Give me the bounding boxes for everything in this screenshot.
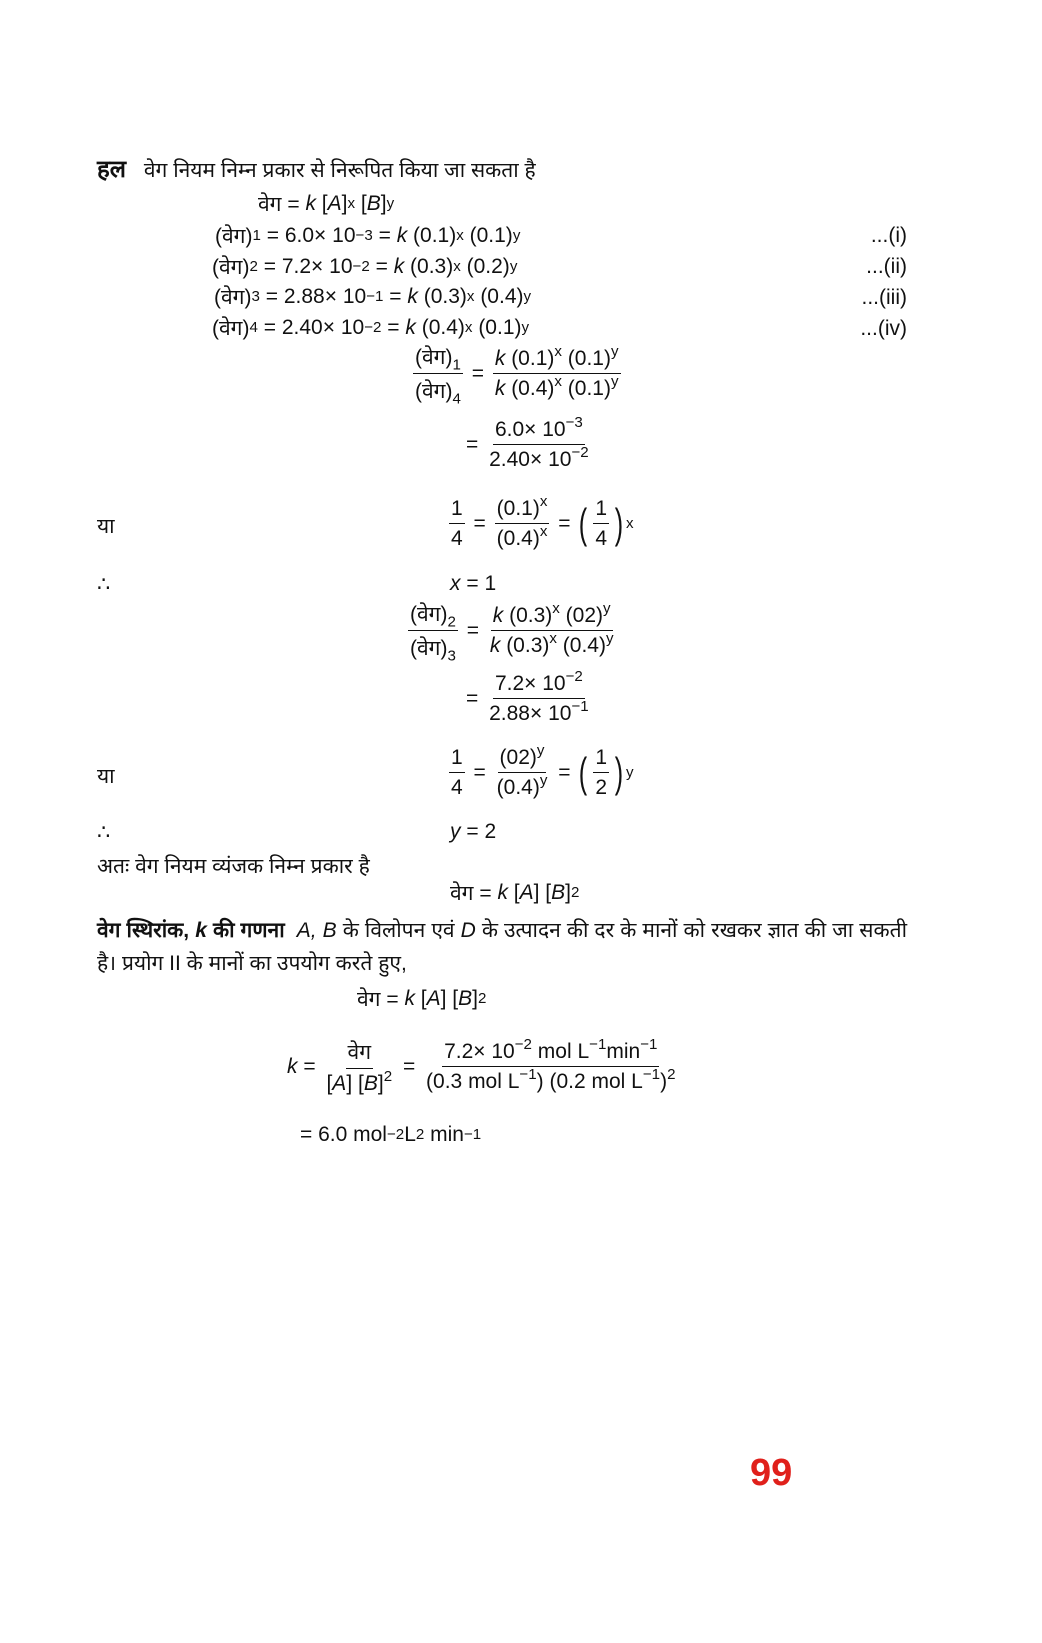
math-text: (0.3) [503, 604, 553, 627]
math-text: = 2.88× 10 [259, 285, 367, 308]
equation-label-iii: ...(iii) [861, 286, 907, 309]
math-text: k [396, 224, 408, 247]
denominator [449, 773, 465, 800]
math-text: = 2.40× 10 [257, 316, 365, 339]
k-calculation [287, 1035, 681, 1096]
superscript: y [610, 372, 619, 390]
math-text: k [405, 316, 416, 339]
math-text: mol L [531, 1040, 590, 1063]
math-text [285, 919, 297, 942]
fraction [324, 1038, 394, 1096]
page-number: 99 [750, 1452, 793, 1494]
math-text: के विलोपन एवं [336, 919, 461, 942]
superscript: y [603, 599, 611, 617]
math-text: = 6.0 mol [300, 1123, 387, 1146]
math-text: (वेग) [212, 317, 250, 340]
ratio-1-4 [410, 342, 624, 408]
solution-intro: वेग नियम निम्न प्रकार से निरूपित किया जा सकता है [143, 159, 536, 182]
math-text: की गणना [206, 919, 285, 942]
math-text: ) [614, 500, 624, 547]
superscript: −3 [565, 413, 583, 431]
math-text: D [460, 919, 476, 942]
math-text: k [305, 192, 316, 215]
superscript: 2 [667, 1065, 676, 1083]
superscript: −1 [519, 1065, 537, 1083]
math-text: 1 [595, 497, 608, 520]
fraction [487, 413, 591, 472]
math-text: (0.4) [496, 527, 540, 550]
math-text: B [458, 987, 473, 1010]
math-text: वेग [347, 1041, 372, 1064]
math-text: ) [614, 749, 624, 796]
math-text: ] [ [346, 1072, 364, 1095]
math-text: L [404, 1123, 416, 1146]
rate-equation-2: (वेग) 2 = 7.2× 10 −2 = k (0.3) x (0.2) y [212, 255, 518, 279]
superscript: −1 [571, 697, 589, 715]
math-text: k [492, 604, 504, 627]
rate-equation-4: (वेग) 4 = 2.40× 10 −2 = k (0.4) x (0.1) y [212, 316, 530, 340]
denominator [449, 524, 465, 551]
math-text: A, B [296, 919, 337, 942]
math-text: (वेग) [212, 256, 250, 279]
math-text: वेग स्थिरांक, [97, 919, 196, 942]
math-text: k [494, 377, 506, 400]
superscript: −1 [589, 1035, 607, 1053]
math-text: ] [ [533, 881, 552, 904]
denominator [495, 524, 550, 551]
math-text: = [372, 224, 397, 247]
y-value [450, 820, 496, 844]
subscript: 4 [452, 390, 461, 408]
math-text: (वेग) [415, 346, 453, 369]
superscript: −2 [514, 1035, 532, 1053]
math-text: (0.2) [460, 255, 510, 278]
ratio-2-3 [405, 599, 619, 665]
math-text: min [424, 1123, 464, 1146]
math-text: ] [ [440, 987, 459, 1010]
math-text: ] [341, 192, 348, 215]
numerator [491, 599, 613, 631]
math-text: k [489, 634, 501, 657]
math-text: = [466, 687, 485, 710]
superscript: −2 [565, 667, 583, 685]
math-text: (0.1) [463, 224, 513, 247]
hence-text: अतः वेग नियम व्यंजक निम्न प्रकार है [97, 855, 370, 878]
math-text: = [383, 285, 408, 308]
ratio-2-3-values [466, 667, 594, 726]
math-text: 4 [595, 527, 608, 550]
math-text: (0.1) [561, 377, 611, 400]
denominator [593, 524, 609, 551]
math-text: = [466, 433, 485, 456]
math-text: ( [579, 500, 588, 547]
denominator [488, 631, 616, 658]
numerator [493, 667, 585, 699]
numerator [408, 600, 458, 631]
math-text: (0.3) [417, 285, 467, 308]
superscript: −2 [571, 443, 589, 461]
numerator [449, 497, 465, 524]
math-text: 1 [451, 497, 463, 520]
superscript: x [539, 522, 548, 540]
superscript: x [549, 629, 557, 647]
math-text: k [404, 987, 415, 1010]
superscript: −1 [642, 1065, 661, 1083]
math-text: A [332, 1072, 347, 1095]
math-text: B [363, 1072, 378, 1095]
fraction [487, 667, 591, 726]
math-text: ] [472, 987, 479, 1010]
math-text: ] [377, 1072, 384, 1095]
math-text: ( [579, 749, 588, 796]
math-text: (0.3) [500, 634, 550, 657]
superscript: 2 [383, 1067, 393, 1085]
fraction [488, 599, 616, 658]
denominator [424, 1067, 677, 1094]
math-text: (वेग) [410, 637, 448, 660]
math-text: 2.88× 10 [489, 702, 572, 725]
fraction [493, 342, 621, 401]
numerator [346, 1038, 374, 1069]
denominator [593, 773, 609, 800]
math-text: = [467, 761, 492, 784]
math-text: A [426, 987, 441, 1010]
math-text: (वेग) [415, 380, 453, 403]
math-text: 2 [595, 776, 608, 799]
math-text: (0.1) [496, 497, 540, 520]
numerator [495, 492, 550, 524]
equation-label-iv: ...(iv) [860, 317, 907, 340]
math-text: वेग = [258, 193, 306, 216]
x-value [450, 572, 496, 596]
math-text: (0.1) [505, 347, 555, 370]
rate-constant-paragraph [97, 914, 913, 980]
math-text: [ [315, 192, 328, 215]
math-text: 6.0× 10 [494, 418, 566, 441]
math-text: = [467, 512, 492, 535]
denominator [493, 374, 621, 401]
fraction [449, 497, 465, 551]
denominator [495, 773, 550, 800]
math-text: (0.4) [474, 285, 524, 308]
math-text: = [552, 512, 577, 535]
math-text: A [519, 881, 534, 904]
subscript: 2 [447, 613, 456, 631]
subscript: 3 [447, 647, 456, 665]
solve-x: $\frac{1}{4}$ = $\frac{(0.1)^x}{(0.4)^x}$ = ( $\frac{1}{4}$ ) x [451, 492, 634, 550]
math-text: [ [326, 1072, 333, 1095]
math-text: (0.1) [407, 224, 457, 247]
denominator [408, 631, 458, 665]
connector-ya-2: या [97, 765, 115, 788]
math-text: 1 [595, 746, 608, 769]
superscript: y [605, 629, 614, 647]
ratio-1-4-values [466, 413, 594, 472]
fraction [408, 600, 458, 665]
math-text: वेग = [450, 882, 498, 905]
solve-y: $\frac{1}{4}$ = $\frac{(02)^y}{(0.4)^y}$ = ( $\frac{1}{2}$ ) y [451, 741, 634, 799]
math-text: (0.1) [472, 316, 522, 339]
math-text: B [551, 881, 566, 904]
math-text: (02) [559, 604, 604, 627]
math-text: [ [507, 881, 520, 904]
math-text: k [393, 255, 405, 278]
math-text: = [381, 316, 406, 339]
math-text: k [497, 881, 508, 904]
superscript: x [552, 599, 560, 617]
subscript: 1 [452, 356, 461, 374]
math-text: के उत्पादन की दर के मानों को रखकर ज्ञात की जा सकती है। प्रयोग II के मानों का उपयोग करते हुए, [97, 919, 913, 975]
rate-law-final: वेग = k [ A ] [ B ] 2 [450, 881, 580, 905]
math-text: ] [380, 192, 387, 215]
rate-equation-1: (वेग) 1 = 6.0× 10 −3 = k (0.1) x (0.1) y [215, 224, 521, 248]
denominator [324, 1069, 394, 1096]
math-text: min [606, 1040, 641, 1063]
math-text: = [369, 255, 394, 278]
math-text: y [450, 820, 461, 843]
math-text: k [407, 285, 418, 308]
rate-equation-3: (वेग) 3 = 2.88× 10 −1 = k (0.3) x (0.4) y [214, 285, 532, 309]
math-text: = [552, 761, 577, 784]
superscript: y [539, 771, 548, 789]
math-text: 2.40× 10 [489, 448, 572, 471]
denominator [413, 374, 463, 408]
math-text: = [297, 1055, 322, 1078]
math-text: = [465, 362, 490, 385]
math-text: 4 [451, 527, 463, 550]
fraction [593, 497, 609, 551]
superscript: y [610, 342, 619, 360]
math-text: = 6.0× 10 [260, 224, 356, 247]
math-text: ) (0.2 mol L [536, 1070, 643, 1093]
superscript: y [536, 741, 545, 759]
numerator [498, 741, 547, 773]
math-text: x [450, 572, 461, 595]
superscript: x [554, 372, 562, 390]
math-text: वेग = [357, 988, 405, 1011]
equation-label-i: ...(i) [870, 224, 907, 247]
superscript: x [539, 492, 548, 510]
math-text: = [460, 619, 485, 642]
fraction [449, 746, 465, 800]
denominator [487, 699, 591, 726]
superscript: −1 [640, 1035, 658, 1053]
math-text: (0.4) [496, 776, 540, 799]
math-text: = 1 [460, 572, 497, 595]
math-text: = 2 [460, 820, 497, 843]
math-text: (0.1) [561, 347, 611, 370]
fraction [495, 492, 550, 551]
numerator [449, 746, 465, 773]
math-text: k [195, 919, 207, 942]
math-text: (0.4) [415, 316, 465, 339]
math-text: (0.3 mol L [426, 1070, 520, 1093]
therefore-2: ∴ [97, 821, 111, 844]
fraction [593, 746, 609, 800]
math-text: = [397, 1055, 422, 1078]
connector-ya-1: या [97, 515, 115, 538]
math-text: 7.2× 10 [494, 672, 566, 695]
numerator [593, 497, 609, 524]
math-text: 1 [451, 746, 463, 769]
fraction [495, 741, 550, 800]
numerator [593, 746, 609, 773]
therefore-1: ∴ [97, 573, 111, 596]
superscript: x [554, 342, 562, 360]
solution-heading [97, 152, 536, 185]
math-text: ] [565, 881, 572, 904]
k-result: = 6.0 mol −2 L 2 min −1 [300, 1123, 482, 1146]
math-text: (0.4) [505, 377, 555, 400]
math-text: (0.3) [404, 255, 454, 278]
fraction [424, 1035, 677, 1094]
math-text: k [287, 1055, 298, 1078]
math-text: (02) [499, 746, 537, 769]
math-text: [ [414, 987, 427, 1010]
numerator [493, 342, 621, 374]
equation-label-ii: ...(ii) [866, 255, 907, 278]
math-text: ) [660, 1070, 668, 1093]
math-text: k [494, 347, 506, 370]
math-text: 4 [451, 776, 463, 799]
solution-label: हल [97, 156, 127, 183]
math-text: (वेग) [214, 286, 252, 309]
math-text: (वेग) [410, 603, 448, 626]
math-text: = 7.2× 10 [257, 255, 353, 278]
math-text: A [327, 192, 342, 215]
numerator [493, 413, 585, 445]
numerator [413, 343, 463, 374]
fraction [413, 343, 463, 408]
math-text: (0.4) [556, 634, 606, 657]
math-text: B [366, 192, 381, 215]
rate-law-restated: वेग = k [ A ] [ B ] 2 [357, 987, 487, 1011]
denominator [487, 445, 591, 472]
math-text: (वेग) [215, 225, 253, 248]
math-text: 7.2× 10 [444, 1040, 515, 1063]
rate-law-general: वेग = k [ A ] x [ B ] y [258, 192, 395, 216]
numerator [442, 1035, 659, 1067]
math-text: [ [355, 192, 367, 215]
